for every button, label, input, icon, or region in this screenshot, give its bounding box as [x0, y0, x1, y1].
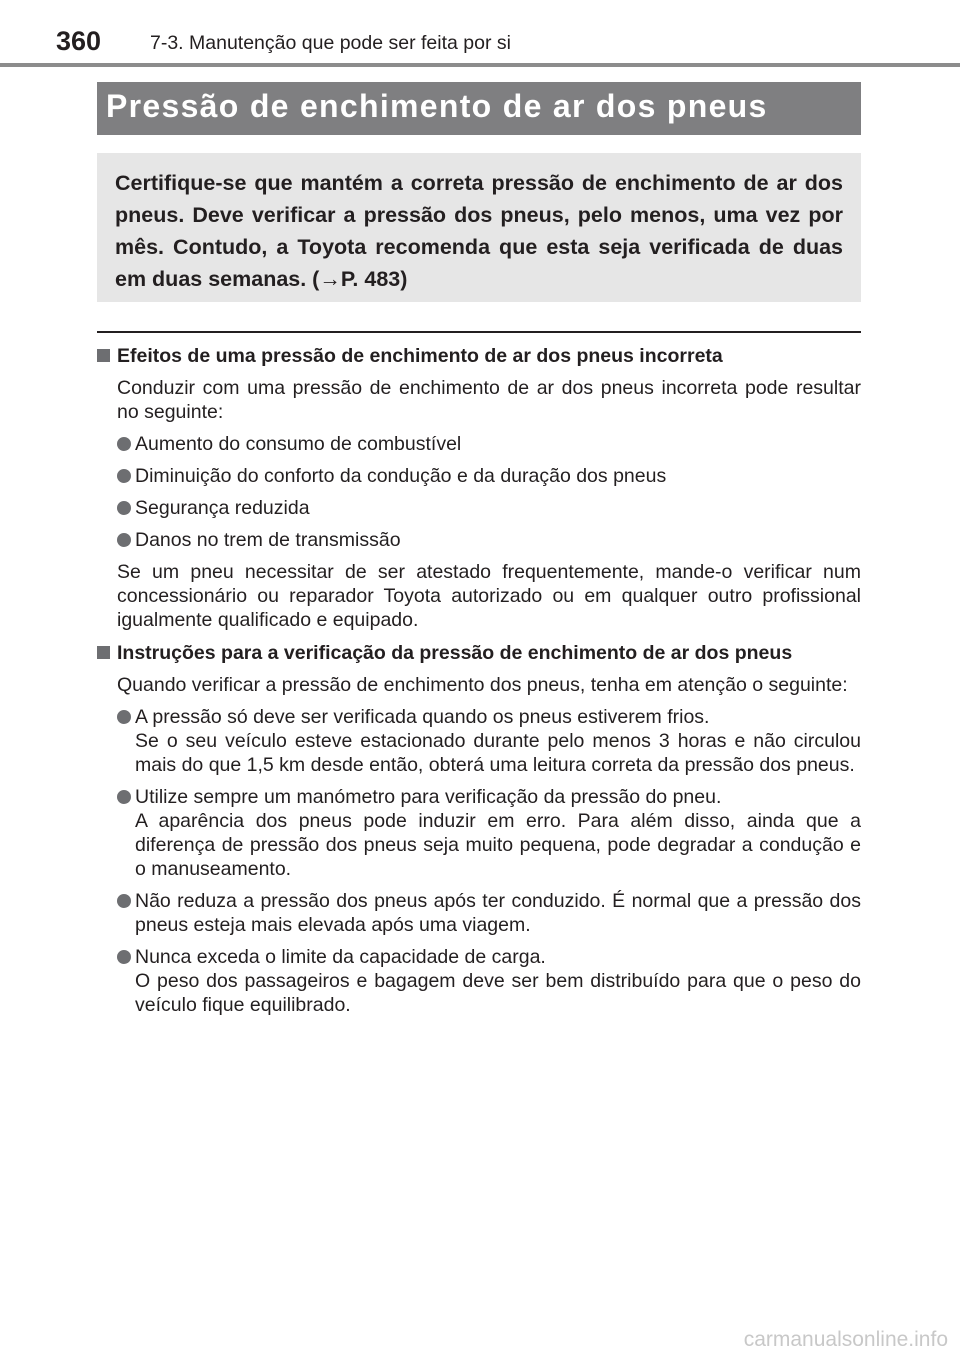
intro-box — [97, 153, 861, 302]
watermark: carmanualsonline.info — [743, 1328, 948, 1351]
bullet-item — [117, 945, 861, 1017]
intro-text: Certifique-se que mantém a correta pressão de enchimento de ar dos pneus. Deve verificar a pressão dos pneus, pelo menos, uma vez por mês. Contudo, a Toyota recomenda que esta seja verificada de duas em duas semanas. (→P. 483) — [115, 171, 843, 291]
bullet-text: Não reduza a pressão dos pneus após ter conduzido. É normal que a pressão dos pneus esteja mais elevada após uma viagem. — [135, 890, 861, 936]
content — [97, 341, 861, 1017]
page-number: 360 — [56, 26, 102, 56]
subsection-heading — [97, 344, 861, 368]
round-bullet-icon — [117, 501, 131, 515]
paragraph: Quando verificar a pressão de enchimento dos pneus, tenha em atenção o seguinte: — [117, 674, 848, 696]
bullet-text: Aumento do consumo de combustível — [135, 433, 462, 455]
round-bullet-icon — [117, 469, 131, 483]
subsection-heading-text: Instruções para a verificação da pressão de enchimento de ar dos pneus — [117, 642, 793, 664]
bullet-item — [117, 705, 861, 777]
chapter-title: 7-3. Manutenção que pode ser feita por si — [150, 32, 511, 54]
round-bullet-icon — [117, 533, 131, 547]
bullet-item — [117, 432, 861, 456]
paragraph: Conduzir com uma pressão de enchimento de ar dos pneus incorreta pode resultar no seguinte: — [117, 377, 861, 423]
bullet-item — [117, 528, 861, 552]
bullet-detail: O peso dos passageiros e bagagem deve ser bem distribuído para que o peso do veículo fique equilibrado. — [135, 970, 861, 1016]
round-bullet-icon — [117, 790, 131, 804]
bullet-item — [117, 889, 861, 937]
round-bullet-icon — [117, 710, 131, 724]
round-bullet-icon — [117, 950, 131, 964]
paragraph: Se um pneu necessitar de ser atestado frequentemente, mande-o verificar num concessionário ou reparador Toyota autorizado ou em qualquer outro profissional igualmente qualificado e equipado. — [117, 561, 861, 631]
bullet-text: A pressão só deve ser verificada quando os pneus estiverem frios. — [135, 706, 710, 728]
bullet-item — [117, 496, 861, 520]
separator-rule — [97, 331, 861, 333]
round-bullet-icon — [117, 437, 131, 451]
bullet-text: Segurança reduzida — [135, 497, 310, 519]
bullet-detail: A aparência dos pneus pode induzir em erro. Para além disso, ainda que a diferença de pressão dos pneus seja muito pequena, pode degradar a condução e o manuseamento. — [135, 810, 861, 880]
round-bullet-icon — [117, 894, 131, 908]
section-title: Pressão de enchimento de ar dos pneus — [106, 88, 768, 124]
bullet-item — [117, 785, 861, 881]
bullet-text: Nunca exceda o limite da capacidade de carga. — [135, 946, 546, 968]
bullet-text: Danos no trem de transmissão — [135, 529, 401, 551]
bullet-item — [117, 464, 861, 488]
section-title-bar — [97, 82, 861, 135]
bullet-detail: Se o seu veículo esteve estacionado durante pelo menos 3 horas e não circulou mais do que 1,5 km desde então, obterá uma leitura correta da pressão dos pneus. — [135, 730, 861, 776]
page-header — [56, 22, 906, 62]
bullet-text: Utilize sempre um manómetro para verificação da pressão do pneu. — [135, 786, 722, 808]
bullet-text: Diminuição do conforto da condução e da duração dos pneus — [135, 465, 667, 487]
subsection-heading-text: Efeitos de uma pressão de enchimento de ar dos pneus incorreta — [117, 345, 723, 367]
square-bullet-icon — [97, 646, 110, 659]
subsection-heading — [97, 641, 861, 665]
header-rule — [0, 63, 960, 67]
square-bullet-icon — [97, 349, 110, 362]
